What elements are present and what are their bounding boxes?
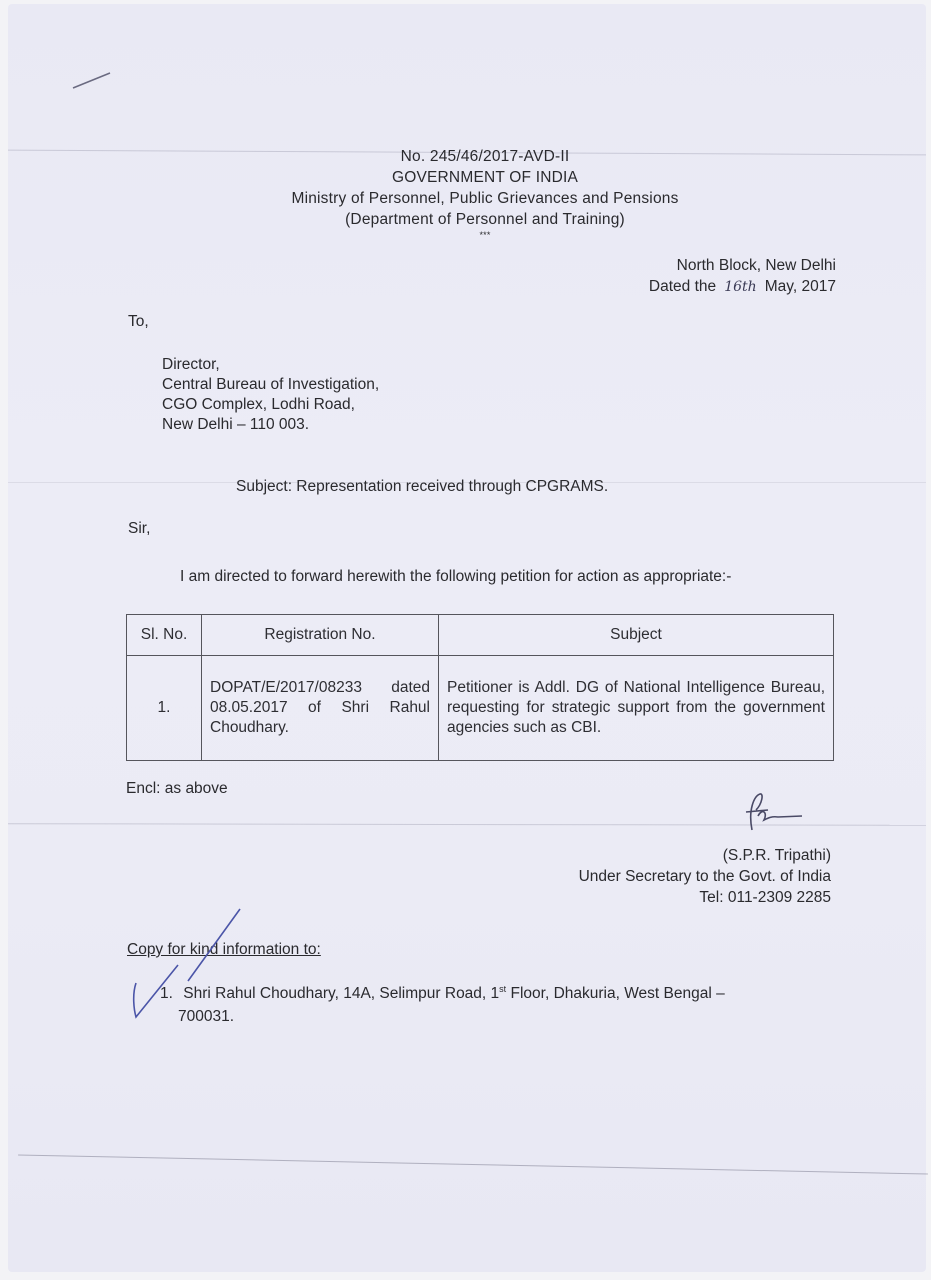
addressee-line: CGO Complex, Lodhi Road, <box>162 396 355 413</box>
government-title: GOVERNMENT OF INDIA <box>391 169 579 186</box>
column-header-sl-no: Sl. No. <box>127 615 202 656</box>
handwritten-date: 16th <box>724 279 757 295</box>
date-line: Dated the 16th May, 2017 <box>600 276 836 298</box>
paper-fold-line <box>18 1154 928 1174</box>
copy-item-number: 1. <box>160 985 173 1003</box>
table-row <box>127 656 834 761</box>
reference-number: No. 245/46/2017-AVD-II <box>400 148 570 165</box>
cell-sl-no: 1. <box>127 656 202 761</box>
signature-icon <box>738 790 808 835</box>
signatory-designation: Under Secretary to the Govt. of India <box>578 868 831 885</box>
signatory-tel: Tel: 011-2309 2285 <box>699 889 831 906</box>
department-name: (Department of Personnel and Training) <box>345 211 625 228</box>
cell-registration: DOPAT/E/2017/08233 dated 08.05.2017 of Shri Rahul Choudhary. <box>202 656 439 761</box>
copy-to-item: 1. Shri Rahul Choudhary, 14A, Selimpur Road, 1st Floor, Dhakuria, West Bengal – 700031. <box>160 984 725 1026</box>
column-header-registration: Registration No. <box>202 615 439 656</box>
pen-mark-icon <box>70 68 115 93</box>
column-header-subject: Subject <box>439 615 834 656</box>
petition-table <box>126 614 834 761</box>
separator: *** <box>479 230 491 240</box>
ministry-name: Ministry of Personnel, Public Grievances and Pensions <box>291 190 679 207</box>
table-header-row <box>127 615 834 656</box>
place-date-block <box>600 255 836 298</box>
subject-line: Subject: Representation received through CPGRAMS. <box>236 478 609 495</box>
addressee-line: New Delhi – 110 003. <box>162 416 310 433</box>
to-label: To, <box>128 313 149 330</box>
letter-header <box>240 146 730 240</box>
enclosure-note: Encl: as above <box>126 780 228 797</box>
signatory-name: (S.P.R. Tripathi) <box>722 847 831 864</box>
place: North Block, New Delhi <box>676 257 836 274</box>
addressee-line: Central Bureau of Investigation, <box>162 376 380 393</box>
body-paragraph: I am directed to forward herewith the following petition for action as appropriate:- <box>180 568 732 585</box>
addressee-line: Director, <box>162 356 220 373</box>
cell-subject: Petitioner is Addl. DG of National Intelligence Bureau, requesting for strategic support from the government agencies such as CBI. <box>439 656 834 761</box>
signatory-block <box>520 845 831 908</box>
copy-heading: Copy for kind information to: <box>127 941 321 958</box>
salutation: Sir, <box>128 520 151 537</box>
addressee-block <box>162 355 379 435</box>
